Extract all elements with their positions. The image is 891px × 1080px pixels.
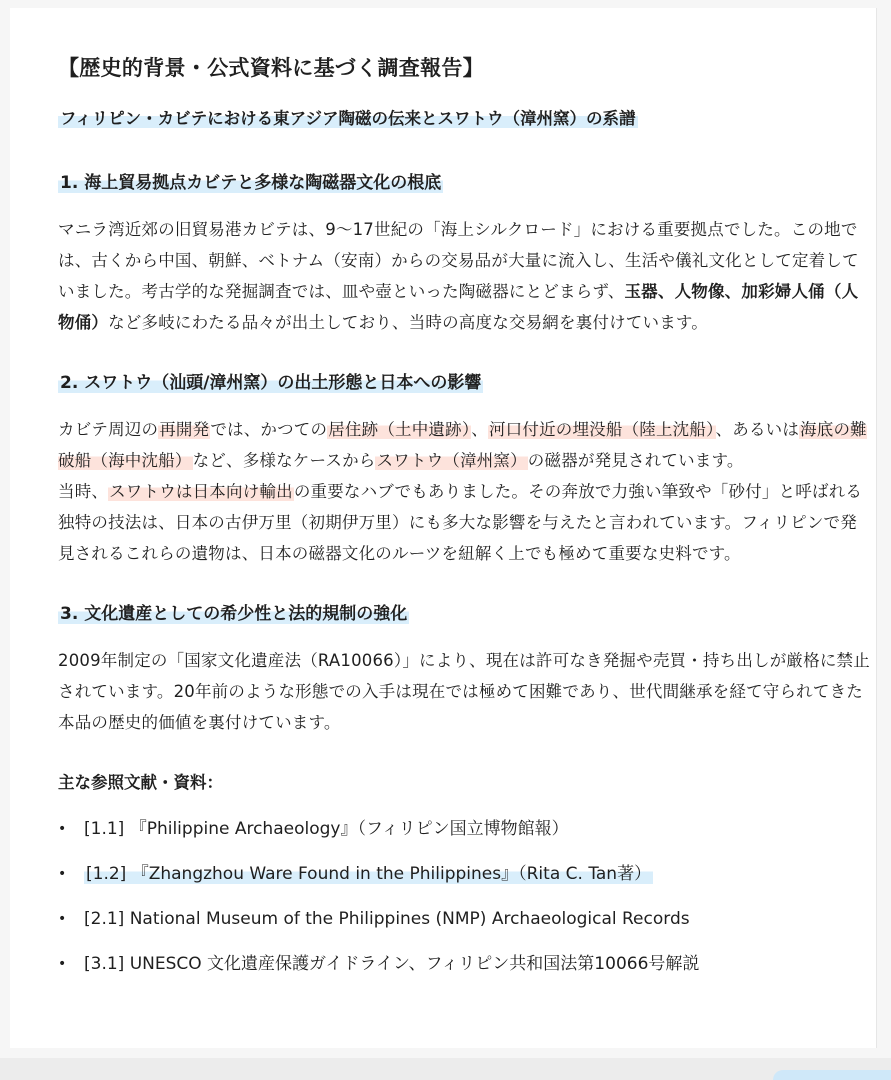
report-subtitle xyxy=(58,104,870,134)
s2p1-text-2: では、かつての xyxy=(210,420,328,439)
s2p1-text-0: カビテ周辺の xyxy=(58,420,159,439)
section-2-paragraph-2 xyxy=(58,476,870,569)
bottom-scroll-strip xyxy=(0,1058,891,1080)
reference-text: [2.1] National Museum of the Philippines (NMP) Archaeological Records xyxy=(84,909,690,929)
reference-item xyxy=(58,859,870,889)
section-1-text-bold: 玉器、人物像、加彩婦人俑（人物俑） xyxy=(58,282,859,332)
section-3-heading xyxy=(58,599,870,629)
section-1-text-a: マニラ湾近郊の旧貿易港カビテは、9〜17世紀の「海上シルクロード」における重要拠点でした。この地では、古くから中国、朝鮮、ベトナム（安南）からの交易品が大量に流入し、生活や儀礼文化として定着していました。考古学的な発掘調査では、皿や壺といった陶磁器にとどまらず、 xyxy=(58,220,859,301)
s2p1-hl-3: 居住跡（土中遺跡） xyxy=(328,420,471,439)
bullet-icon: • xyxy=(58,821,67,837)
s2p1-text-8: など、多様なケースから xyxy=(192,451,376,470)
s2p1-text-10: の磁器が発見されています。 xyxy=(527,451,744,470)
scroll-indicator[interactable] xyxy=(773,1070,891,1080)
section-3-paragraph: 2009年制定の「国家文化遺産法（RA10066）」により、現在は許可なき発掘や売買・持ち出しが厳格に禁止されています。20年前のような形態での入手は現在では極めて困難であり、世代間継承を経て守られてきた本品の歴史的価値を裏付けています。 xyxy=(58,651,870,732)
bullet-icon: • xyxy=(58,911,67,927)
section-2-paragraph-1 xyxy=(58,414,870,476)
references-heading: 主な参照文献・資料： xyxy=(58,773,223,792)
reference-item xyxy=(58,949,870,979)
reference-item xyxy=(58,814,870,844)
section-1-paragraph xyxy=(58,214,870,338)
section-3-heading-text: 3. 文化遺産としての希少性と法的規制の強化 xyxy=(60,604,408,624)
s2p2-hl-1: スワトウは日本向け輸出 xyxy=(109,482,293,501)
section-1-heading xyxy=(58,168,870,198)
s2p1-hl-5: 河口付近の埋没船（陸上沈船） xyxy=(488,420,715,439)
bullet-icon: • xyxy=(58,866,67,882)
s2p2-text-0: 当時、 xyxy=(58,482,109,501)
bullet-icon: • xyxy=(58,956,67,972)
s2p1-text-4: 、 xyxy=(471,420,488,439)
s2p1-hl-7: 海底の難破船（海中沈船） xyxy=(58,420,867,470)
section-1-heading-text: 1. 海上貿易拠点カビテと多様な陶磁器文化の根底 xyxy=(60,173,442,193)
s2p2-text-2: の重要なハブでもありました。その奔放で力強い筆致や「砂付」と呼ばれる独特の技法は、日本の古伊万里（初期伊万里）にも多大な影響を与えたと言われています。フィリピンで発見されるこれらの遺物は、日本の磁器文化のルーツを紐解く上でも極めて重要な史料です。 xyxy=(58,482,863,563)
report-title: 【歴史的背景・公式資料に基づく調査報告】 xyxy=(58,56,484,80)
section-1-text-b: など多岐にわたる品々が出土しており、当時の高度な交易網を裏付けています。 xyxy=(108,313,708,332)
reference-text: [1.2] 『Zhangzhou Ware Found in the Philippines』（Rita C. Tan著） xyxy=(86,864,652,884)
document-content xyxy=(58,52,870,994)
section-2-heading xyxy=(58,368,870,398)
s2p1-text-6: 、あるいは xyxy=(715,420,800,439)
references-list xyxy=(58,814,870,979)
s2p1-hl-1: 再開発 xyxy=(159,420,210,439)
reference-text: [1.1] 『Philippine Archaeology』（フィリピン国立博物館報） xyxy=(84,819,569,839)
section-2-heading-text: 2. スワトウ（汕頭/漳州窯）の出土形態と日本への影響 xyxy=(60,373,482,393)
document-page xyxy=(10,8,877,1048)
subtitle-text: フィリピン・カビテにおける東アジア陶磁の伝来とスワトウ（漳州窯）の系譜 xyxy=(60,109,636,128)
s2p1-hl-9: スワトウ（漳州窯） xyxy=(376,451,527,470)
reference-text: [3.1] UNESCO 文化遺産保護ガイドライン、フィリピン共和国法第10066号解説 xyxy=(84,954,700,974)
reference-item xyxy=(58,904,870,934)
